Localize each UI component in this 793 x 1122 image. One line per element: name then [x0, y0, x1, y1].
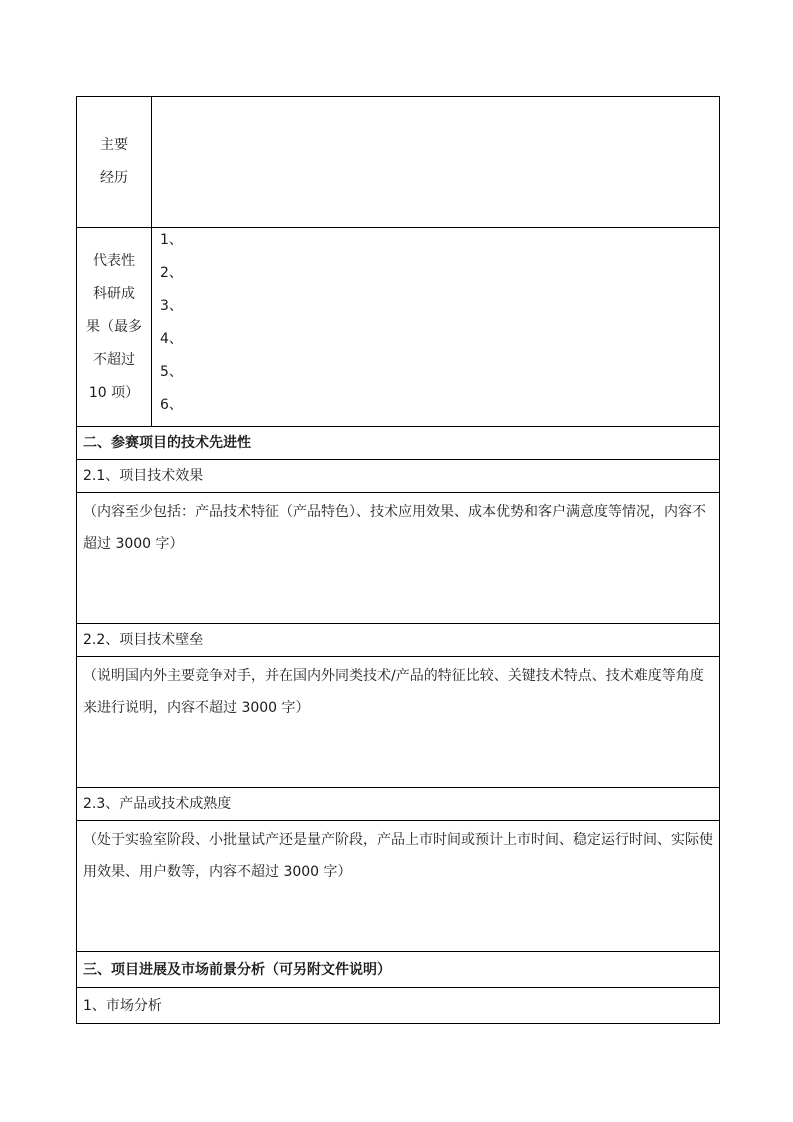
experience-input-cell[interactable]: [152, 97, 720, 228]
achievement-item[interactable]: 1、: [160, 232, 183, 248]
section3-title: 三、项目进展及市场前景分析（可另附文件说明）: [77, 952, 720, 988]
achievement-item[interactable]: 6、: [160, 397, 183, 413]
section2-title: 二、参赛项目的技术先进性: [77, 427, 720, 460]
section2-2-content-row: [77, 657, 720, 788]
achievement-item[interactable]: 5、: [160, 364, 183, 380]
section2-1-title-row: [77, 460, 720, 493]
achievements-label-cell: [77, 228, 152, 427]
achievements-row: [77, 228, 720, 427]
section3-heading-row: [77, 952, 720, 988]
section2-3-title-row: [77, 788, 720, 821]
achievements-input-cell[interactable]: [152, 228, 720, 427]
section2-1-content-row: [77, 493, 720, 624]
achievements-label-line: 科研成: [93, 285, 135, 302]
section3-1-title-row: [77, 988, 720, 1024]
application-form-table: [76, 96, 720, 1024]
section2-3-input-cell[interactable]: [77, 821, 720, 952]
section2-1-input-cell[interactable]: [77, 493, 720, 624]
experience-label-line2: 经历: [100, 170, 128, 186]
achievements-label-line: 10 项）: [88, 384, 140, 401]
section2-2-instructions: （说明国内外主要竞争对手，并在国内外同类技术/产品的特征比较、关键技术特点、技术难度等角度来进行说明，内容不超过 3000 字）: [83, 668, 704, 716]
section2-1-instructions: （内容至少包括：产品技术特征（产品特色）、技术应用效果、成本优势和客户满意度等情况，内容不超过 3000 字）: [83, 504, 706, 552]
section2-2-title: 2.2、项目技术壁垒: [77, 624, 720, 657]
section2-1-title: 2.1、项目技术效果: [77, 460, 720, 493]
section2-3-title: 2.3、产品或技术成熟度: [77, 788, 720, 821]
experience-label-cell: [77, 97, 152, 228]
section3-1-title[interactable]: 1、市场分析: [77, 988, 720, 1024]
experience-row: [77, 97, 720, 228]
section2-2-input-cell[interactable]: [77, 657, 720, 788]
section2-3-instructions: （处于实验室阶段、小批量试产还是量产阶段，产品上市时间或预计上市时间、稳定运行时间、实际使用效果、用户数等，内容不超过 3000 字）: [83, 832, 713, 880]
achievements-label-line: 果（最多: [86, 318, 142, 335]
achievement-item[interactable]: 3、: [160, 298, 183, 314]
achievements-label-line: 不超过: [93, 351, 135, 368]
achievements-label-line: 代表性: [93, 252, 135, 269]
achievement-item[interactable]: 2、: [160, 265, 183, 281]
section2-3-content-row: [77, 821, 720, 952]
achievement-item[interactable]: 4、: [160, 331, 183, 347]
experience-label-line1: 主要: [100, 137, 128, 153]
section2-heading-row: [77, 427, 720, 460]
section2-2-title-row: [77, 624, 720, 657]
